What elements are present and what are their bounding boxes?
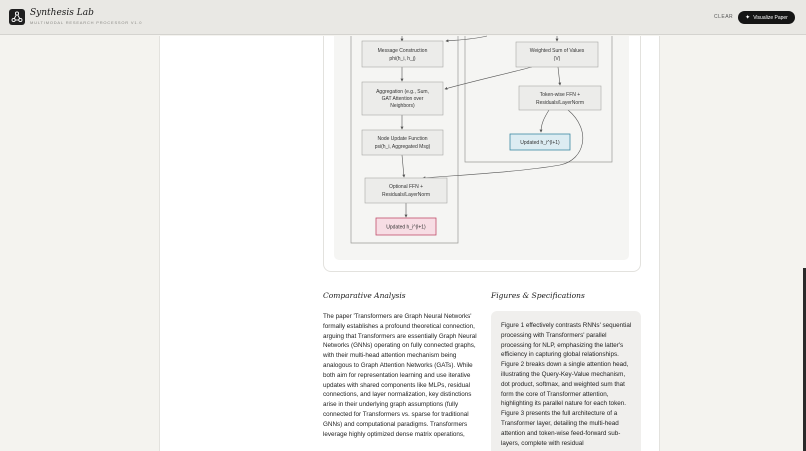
node-aggregation: [362, 82, 443, 115]
app-title: Synthesis Lab: [30, 8, 94, 18]
svg-text:Node Update Function: Node Update Function: [377, 136, 428, 142]
svg-text:Weighted Sum of Values: Weighted Sum of Values: [529, 48, 585, 54]
svg-text:Updated h_i^(l+1): Updated h_i^(l+1): [520, 140, 560, 146]
svg-text:Message Construction: Message Construction: [377, 48, 428, 54]
node-update-function: [362, 130, 443, 155]
edge-ffn-tf-output: [541, 110, 549, 132]
svg-text:phi(h_i, h_j): phi(h_i, h_j): [389, 56, 416, 62]
svg-text:Residuals/LayerNorm: Residuals/LayerNorm: [535, 100, 585, 106]
node-transformer-output: [510, 134, 570, 150]
app-subtitle: MULTIMODAL RESEARCH PROCESSOR V1.0: [30, 20, 143, 25]
node-weighted-sum: [516, 42, 598, 67]
sparkle-icon: ✦: [745, 15, 751, 21]
node-optional-ffn: [365, 178, 447, 203]
analysis-text: The paper 'Transformers are Graph Neural Networks' formally establishes a profound theoretical connection, arguing that Transformers are essentially Graph Neural Networks (GNNs) operating on fully connected graphs, with their multi-head attention mechanism being analogous to Graph Attention Networks (GATs). While both aim for representation learning and use iterative updates with shared components like MLPs, residual connections, and layer normalization, key distinctions arise in their underlying graph assumptions (fully connected for Transformers vs. sparse for traditional GNNs) and computational paradigms. Transformers leverage highly optimized dense matrix operations,: [323, 313, 477, 438]
node-token-ffn: [519, 86, 601, 110]
specs-text: Figure 1 effectively contrasts RNNs' sequential processing with Transformers' parallel processing for NLP, emphasizing the latter's efficiency in capturing global relationships. Figure 2 breaks down a single attention head, illustrating the Query-Key-Value mechanism, dot product, softmax, and weighted sum that form the core of Transformer attention, highlighting its parallel nature for each token. Figure 3 presents the full architecture of a Transformer layer, detailing the multi-head attention and token-wise feed-forward sub-layers, complete with residual: [501, 322, 632, 447]
node-gnn-output: [376, 218, 436, 235]
svg-text:(V): (V): [553, 56, 561, 62]
svg-text:Neighbors): Neighbors): [390, 103, 415, 109]
svg-text:Aggregation (e.g., Sum,: Aggregation (e.g., Sum,: [376, 89, 429, 95]
edge-weighted-ffn: [558, 67, 560, 85]
node-message-construction: [362, 41, 443, 67]
svg-text:Residuals/LayerNorm: Residuals/LayerNorm: [381, 192, 431, 198]
clear-button[interactable]: CLEAR: [714, 14, 734, 20]
svg-text:GAT Attention over: GAT Attention over: [381, 96, 424, 102]
visualize-paper-label: Visualize Paper: [753, 14, 788, 21]
edge-update-ffn: [402, 155, 404, 177]
svg-text:psi(h_i, Aggregated Msg): psi(h_i, Aggregated Msg): [374, 144, 431, 150]
svg-text:Optional FFN +: Optional FFN +: [388, 184, 424, 190]
specs-title: Figures & Specifications: [491, 291, 585, 300]
edge-top-cross: [446, 36, 487, 41]
analysis-title: Comparative Analysis: [323, 291, 406, 300]
svg-text:Token-wise FFN +: Token-wise FFN +: [539, 92, 581, 98]
svg-text:Updated h_i^(l+1): Updated h_i^(l+1): [386, 224, 426, 231]
